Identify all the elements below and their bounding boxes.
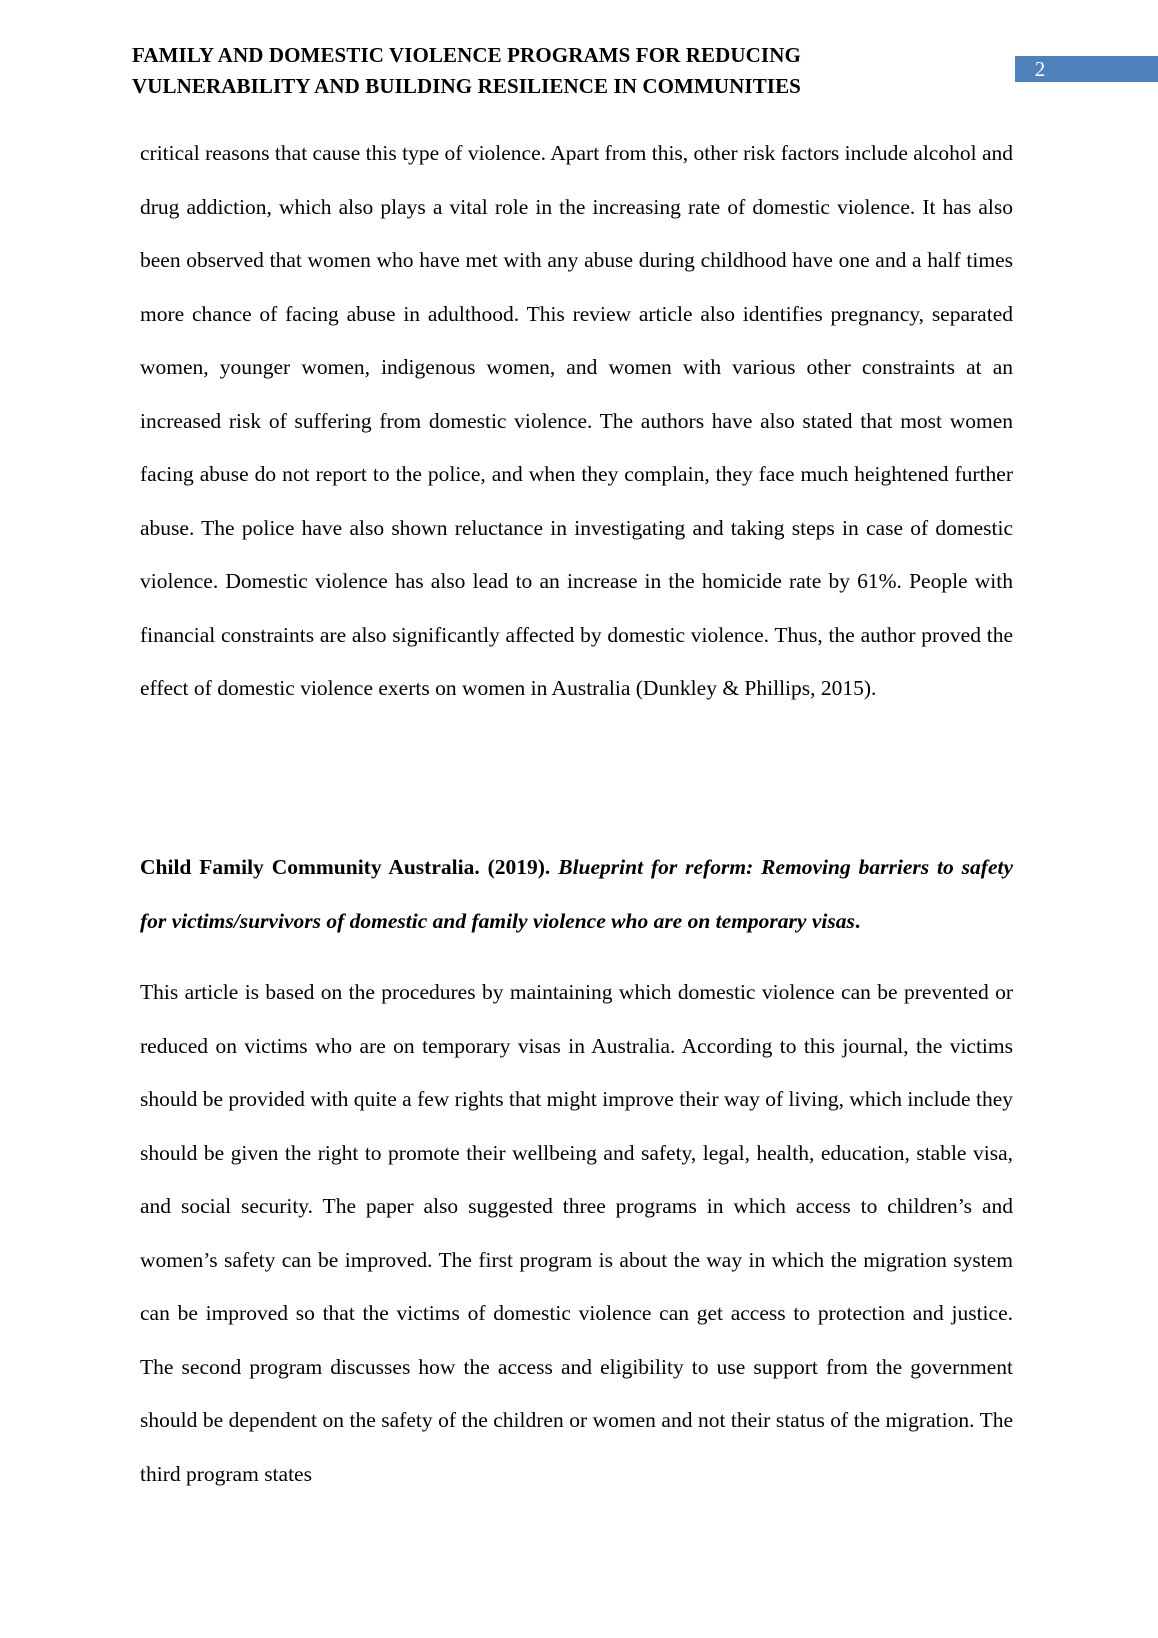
body-paragraph-2: This article is based on the procedures by maintaining which domestic violence can be prevented or reduced on victims who are on temporary visas in Australia. According to this journal, the victims should be provided with quite a few rights that might improve their way of living, which include they should be given the right to promote their wellbeing and safety, legal, health, education, stable visa, and social security. The paper also suggested three programs in which access to children’s and women’s safety can be improved. The first program is about the way in which the migration system can be improved so that the victims of domestic violence can get access to protection and justice. The second program discusses how the access and eligibility to use support from the government should be dependent on the safety of the children or women and not their status of the migration. The third program states (140, 980, 1013, 1486)
reference-entry (140, 840, 1013, 948)
reference-author-year: Child Family Community Australia. (2019). (140, 855, 551, 879)
page-number: 2 (1034, 57, 1046, 81)
body-paragraph-1: critical reasons that cause this type of violence. Apart from this, other risk factors include alcohol and drug addiction, which also plays a vital role in the increasing rate of domestic violence. It has also been observed that women who have met with any abuse during childhood have one and a half times more chance of facing abuse in adulthood. This review article also identifies pregnancy, separated women, younger women, indigenous women, and women with various other constraints at an increased risk of suffering from domestic violence. The authors have also stated that most women facing abuse do not report to the police, and when they complain, they face much heightened further abuse. The police have also shown reluctance in investigating and taking steps in case of domestic violence. Domestic violence has also lead to an increase in the homicide rate by 61%. People with financial constraints are also significantly affected by domestic violence. Thus, the author proved the effect of domestic violence exerts on women in Australia (Dunkley & Phillips, 2015). (140, 141, 1013, 700)
running-head (132, 40, 892, 102)
reference-title: Blueprint for reform: Removing barriers to safety for victims/survivors of domestic and family violence who are on temporary visas (140, 855, 1014, 933)
reference-end-punct: . (854, 909, 861, 933)
running-head-line-1: FAMILY AND DOMESTIC VIOLENCE PROGRAMS FOR REDUCING (132, 43, 801, 67)
running-head-line-2: VULNERABILITY AND BUILDING RESILIENCE IN COMMUNITIES (132, 74, 801, 98)
page-number-box (1015, 56, 1158, 82)
